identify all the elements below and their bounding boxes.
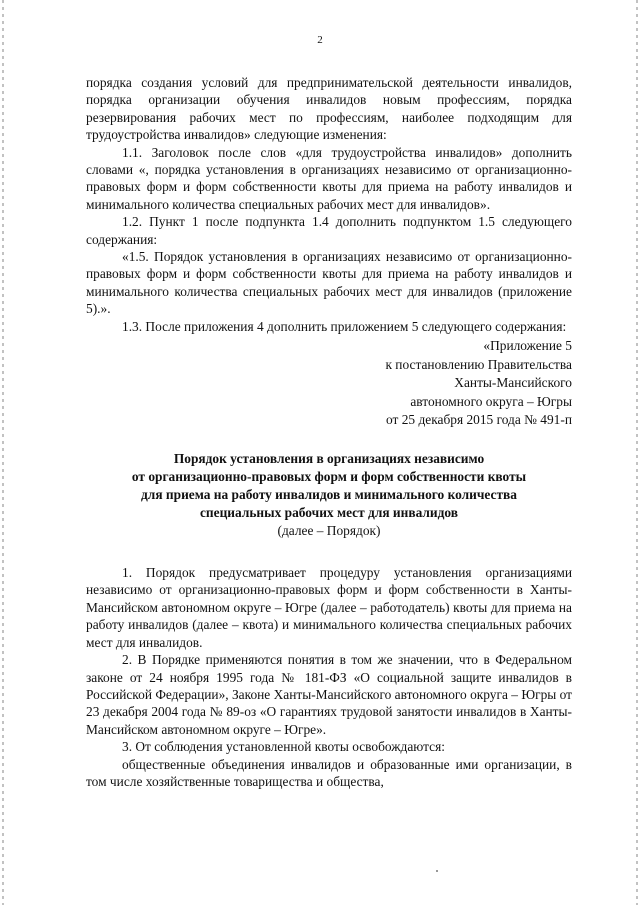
title-line-4: специальных рабочих мест для инвалидов [199, 505, 459, 521]
scan-edge-right [636, 0, 638, 905]
document-body [86, 74, 572, 790]
paragraph-intro: порядка создания условий для предпринимательской деятельности инвалидов, порядка организации обучения инвалидов новым профессиям, порядка резервирования рабочих мест по профессиям, наиболее подходящим для трудоустройства инвалидов» следующие изменения: [86, 75, 572, 143]
annex-line-4: автономного округа – Югры [410, 393, 572, 409]
title-line-2: от организационно-правовых форм и форм собственности квоты [131, 469, 527, 485]
paragraph-1-2-quote: «1.5. Порядок установления в организациях независимо от организационно-правовых форм и форм собственности квоты для приема на работу инвалидов и минимального количества специальных рабочих мест для инвалидов (приложение 5).». [86, 249, 572, 317]
annex-line-1: «Приложение 5 [483, 338, 572, 354]
section-title [86, 450, 572, 522]
clause-3: 3. От соблюдения установленной квоты освобождаются: [122, 739, 445, 755]
paragraph-1-1: 1.1. Заголовок после слов «для трудоустройства инвалидов» дополнить словами «, порядка установления в организациях независимо от организационно-правовых форм и форм собственности квоты для приема на работу инвалидов и минимального количества специальных рабочих мест для инвалидов». [86, 144, 572, 212]
page-number: 2 [317, 34, 323, 46]
clause-2: 2. В Порядке применяются понятия в том же значении, что в Федеральном законе от 24 ноября 1995 года № 181-ФЗ «О социальной защите инвалидов в Российской Федерации», Законе Ханты-Мансийского автономного округа – Югры от 23 декабря 2004 года № 89-оз «О гарантиях трудовой занятости инвалидов в Ханты-Мансийском автономном округе – Югре». [86, 652, 572, 737]
paragraph-1-2: 1.2. Пункт 1 после подпункта 1.4 дополнить подпунктом 1.5 следующего содержания: [86, 214, 572, 247]
clause-1: 1. Порядок предусматривает процедуру установления организациями независимо от организационно-правовых форм и форм собственности в Ханты-Мансийском автономном округе – Югре (далее – работодатель) квоты для приема на работу инвалидов (далее – квота) и минимального количества специальных рабочих мест для инвалидов. [86, 565, 572, 650]
title-line-3: для приема на работу инвалидов и минимального количества [141, 487, 517, 503]
section-subtitle: (далее – Порядок) [277, 523, 381, 539]
annex-block [86, 337, 572, 430]
title-line-1: Порядок установления в организациях независимо [173, 451, 485, 467]
annex-line-5: от 25 декабря 2015 года № 491-п [385, 412, 572, 428]
annex-line-3: Ханты-Мансийского [454, 375, 572, 391]
paragraph-1-3: 1.3. После приложения 4 дополнить приложением 5 следующего содержания: [122, 318, 567, 334]
scan-edge-left [2, 0, 4, 905]
annex-line-2: к постановлению Правительства [385, 356, 572, 372]
clause-3-item-a: общественные объединения инвалидов и образованные ими организации, в том числе хозяйственные товарищества и общества, [86, 756, 572, 789]
scan-speck [436, 870, 438, 872]
spacer [86, 540, 572, 564]
